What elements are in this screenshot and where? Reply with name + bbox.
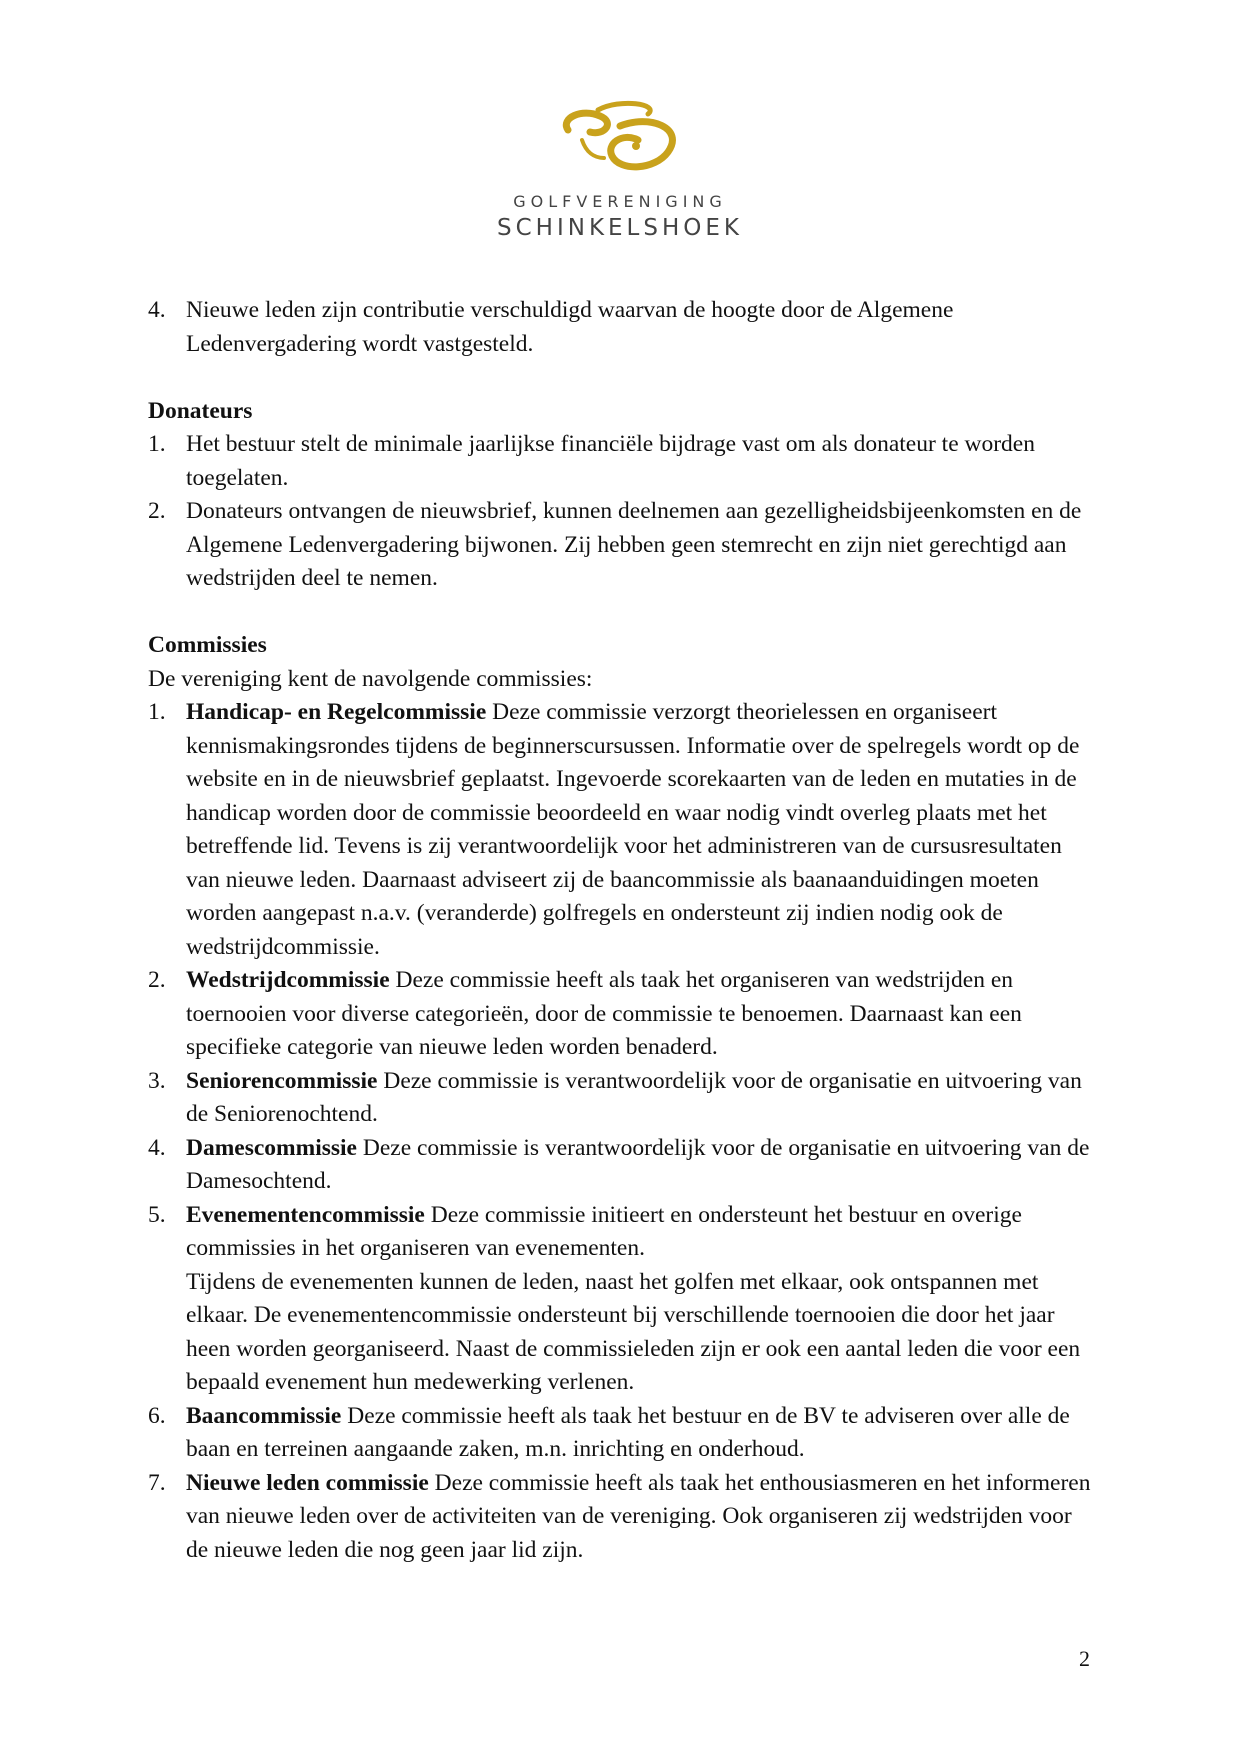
section-heading-donateurs: Donateurs [148, 397, 253, 424]
list-item [148, 1467, 1098, 1568]
commission-description: Deze commissie heeft als taak het organiseren van wedstrijden en toernooien voor diverse categorieën, door de commissie te benoemen. Daarnaast kan een specifieke categorie van nieuwe leden worden benaderd. [186, 967, 1022, 1060]
list-text: Het bestuur stelt de minimale jaarlijkse financiële bijdrage vast om als donateur te worden toegelaten. [186, 431, 1035, 491]
list-item [148, 1199, 1098, 1400]
commission-name: Wedstrijdcommissie [186, 967, 390, 993]
list-number: 5. [148, 1201, 166, 1228]
list-number: 1. [148, 699, 166, 725]
membership-list [148, 294, 1098, 361]
list-number: 6. [148, 1402, 166, 1429]
commission-name: Damescommissie [186, 1134, 357, 1161]
list-number: 2. [148, 498, 166, 524]
commission-description: Deze commissie heeft als taak het bestuur en de BV te adviseren over alle de baan en terreinen aangaande zaken, m.n. inrichting en onderhoud. [186, 1402, 1070, 1462]
logo-text-line1: GOLFVERENIGING [513, 192, 727, 211]
list-item [148, 964, 1098, 1065]
list-number: 4. [148, 1134, 166, 1161]
club-logo [0, 100, 1240, 241]
page-number: 2 [1079, 1646, 1090, 1671]
commission-description: Deze commissie heeft als taak het enthousiasmeren en het informeren van nieuwe leden over de activiteiten van de vereniging. Ook organiseren zij wedstrijden voor de nieuwe leden die nog geen jaar lid zijn. [186, 1469, 1091, 1563]
commissies-list [148, 696, 1098, 1567]
commission-name: Seniorencommissie [186, 1067, 378, 1094]
commission-name: Handicap- en Regelcommissie [186, 699, 487, 725]
commission-description-continued: Tijdens de evenementen kunnen de leden, naast het golfen met elkaar, ook ontspannen met elkaar. De evenementencommissie ondersteunt bij verschillende toernooien die door het jaar heen worden georganiseerd. Naast de commissieleden zijn er ook een aantal leden die voor een bepaald evenement hun medewerking verlenen. [186, 1268, 1081, 1395]
golf-swirl-logo-icon [560, 100, 680, 176]
commission-description: Deze commissie is verantwoordelijk voor de organisatie en uitvoering van de Seniorenochtend. [186, 1067, 1082, 1127]
section-heading-commissies: Commissies [148, 632, 267, 658]
commission-description: Deze commissie is verantwoordelijk voor de organisatie en uitvoering van de Damesochtend. [186, 1134, 1090, 1194]
list-item [148, 495, 1098, 596]
donateurs-list [148, 428, 1098, 596]
list-number: 7. [148, 1469, 166, 1496]
list-item [148, 294, 1098, 361]
commission-description: Deze commissie verzorgt theorielessen en organiseert kennismakingsrondes tijdens de beginnerscursussen. Informatie over de spelregels wordt op de website en in de nieuwsbrief geplaatst. Ingevoerde scorekaarten van de leden en mutaties in de handicap worden door de commissie beoordeeld en waar nodig vindt overleg plaats met het betreffende lid. Tevens is zij verantwoordelijk voor het administreren van de cursusresultaten van nieuwe leden. Daarnaast adviseert zij de baancommissie als baanaanduidingen moeten worden aangepast n.a.v. (veranderde) golfregels en ondersteunt zij indien nodig ook de wedstrijdcommissie. [186, 699, 1080, 960]
list-number: 1. [148, 431, 166, 457]
list-number: 3. [148, 1067, 166, 1094]
commission-name: Evenementencommissie [186, 1201, 425, 1228]
list-item [148, 1065, 1098, 1132]
commissies-intro: De vereniging kent de navolgende commissies: [148, 665, 593, 692]
list-number: 2. [148, 967, 166, 993]
commission-name: Baancommissie [186, 1402, 342, 1429]
list-number: 4. [148, 297, 166, 323]
logo-text-line2: SCHINKELSHOEK [497, 215, 743, 241]
list-text: Donateurs ontvangen de nieuwsbrief, kunnen deelnemen aan gezelligheidsbijeenkomsten en de Algemene Ledenvergadering bijwonen. Zij hebben geen stemrecht en zijn niet gerechtigd aan wedstrijden deel te nemen. [186, 498, 1082, 591]
list-item [148, 1400, 1098, 1467]
list-item [148, 1132, 1098, 1199]
list-item [148, 696, 1098, 964]
commission-description: Deze commissie initieert en ondersteunt het bestuur en overige commissies in het organiseren van evenementen. [186, 1201, 1022, 1261]
commission-name: Nieuwe leden commissie [186, 1469, 429, 1496]
list-item [148, 428, 1098, 495]
document-body [148, 294, 1098, 1567]
list-text: Nieuwe leden zijn contributie verschuldigd waarvan de hoogte door de Algemene Ledenvergadering wordt vastgesteld. [186, 297, 954, 357]
